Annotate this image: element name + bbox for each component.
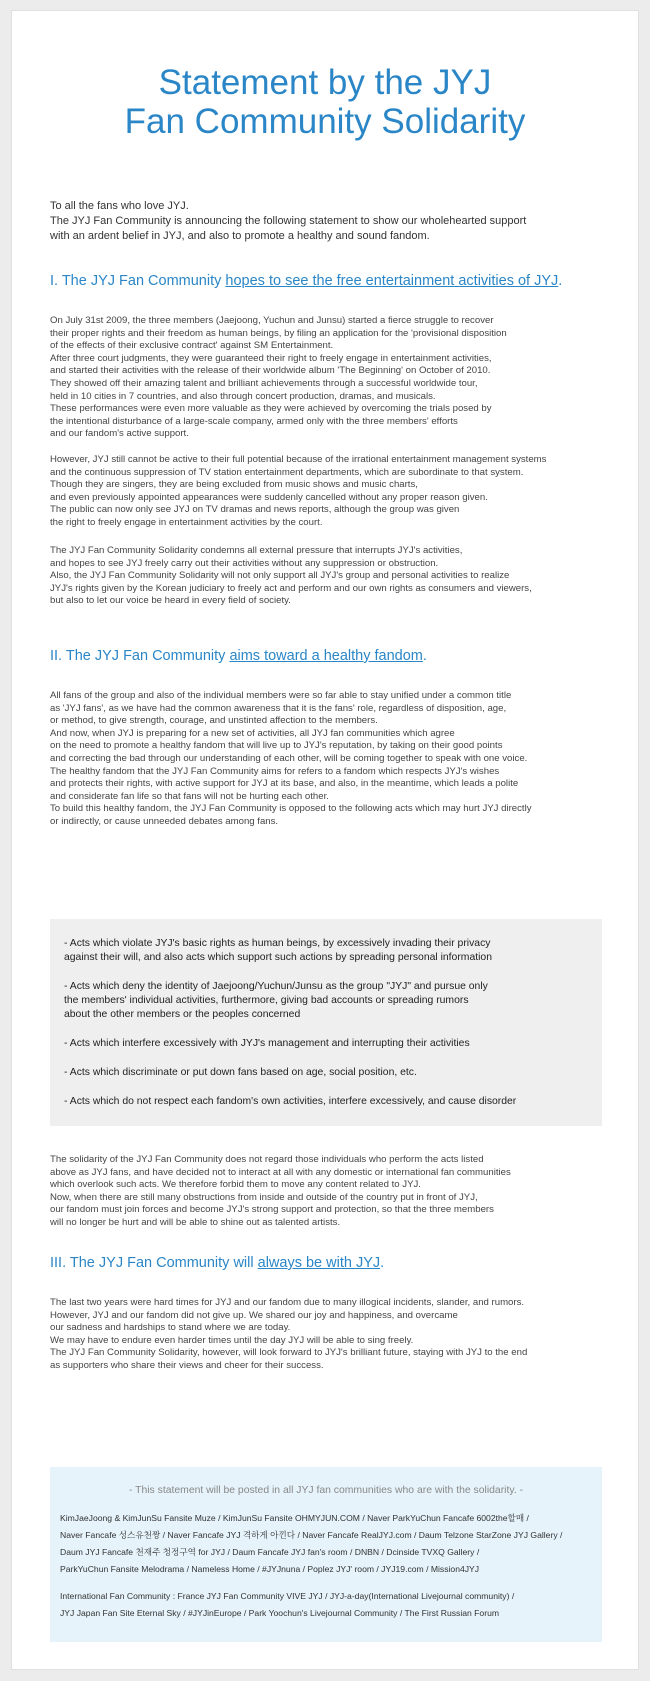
paragraph-line: and correcting the bad through our understanding of each other, will be coming together to speak with one voice. <box>50 752 528 764</box>
community-line: JYJ Japan Fan Site Eternal Sky / #JYJinEurope / Park Yoochun's Livejournal Community / The First Russian Forum <box>60 1608 500 1618</box>
paragraph-line: All fans of the group and also of the individual members were so far able to stay unified under a common title <box>50 690 512 701</box>
paragraph-line: JYJ's rights given by the Korean judiciary to freely act and perform and our own rights as consumers and viewers, <box>50 582 532 594</box>
section-3-paragraph-1 <box>50 1297 620 1373</box>
community-line: Daum JYJ Fancafe 천재주 청정구역 for JYJ / Daum Fancafe JYJ fan's room / DNBN / Dcinside TVXQ Gallery / <box>60 1547 480 1557</box>
paragraph-line: which overlook such acts. We therefore forbid them to move any content related to JYJ. <box>50 1179 421 1191</box>
paragraph-line: The healthy fandom that the JYJ Fan Community aims for refers to a fandom which respects JYJ's wishes <box>50 765 500 777</box>
paragraph-line: and hopes to see JYJ freely carry out their activities without any suppression or obstruction. <box>50 557 439 569</box>
opposed-act-item <box>64 980 588 1022</box>
opposed-acts-box <box>50 919 602 1126</box>
intro-line: The JYJ Fan Community is announcing the following statement to show our wholehearted support <box>50 215 527 227</box>
community-line: ParkYuChun Fansite Melodrama / Nameless Home / #JYJnuna / Poplez JYJ' room / JYJ19.com / Mission4JYJ <box>60 1564 480 1574</box>
paragraph-line: The solidarity of the JYJ Fan Community does not regard those individuals who perform the acts listed <box>50 1154 484 1165</box>
heading-underlined-text: hopes to see the free entertainment activities of JYJ <box>225 273 559 289</box>
intro-line: with an ardent belief in JYJ, and also to promote a healthy and sound fandom. <box>50 230 430 242</box>
opposed-act-item <box>64 937 588 965</box>
statement-page <box>11 10 639 1670</box>
paragraph-line: Though they are singers, they are being excluded from music shows and music charts, <box>50 479 418 491</box>
title-line-1: Statement by the JYJ <box>158 63 492 102</box>
opposed-act-line: - Acts which deny the identity of Jaejoong/Yuchun/Junsu as the group "JYJ" and pursue only <box>64 981 488 992</box>
heading-underlined-text: always be with JYJ <box>257 1255 381 1271</box>
paragraph-line: and the continuous suppression of TV station entertainment departments, which are subordinate to that system. <box>50 466 524 478</box>
paragraph-line: their proper rights and their freedom as human beings, by filing an application for the 'provisional disposition <box>50 327 507 339</box>
page-title <box>12 63 638 141</box>
paragraph-line: on the need to promote a healthy fandom that will live up to JYJ's reputation, by taking on their good points <box>50 740 503 752</box>
opposed-act-line: - Acts which discriminate or put down fans based on age, social position, etc. <box>64 1067 417 1078</box>
paragraph-line: and even previously appointed appearances were suddenly cancelled without any proper reason given. <box>50 491 488 503</box>
heading-text: III. The JYJ Fan Community will <box>50 1255 258 1271</box>
heading-text: II. The JYJ Fan Community <box>50 648 230 664</box>
section-1-paragraph-1 <box>50 315 620 441</box>
paragraph-line: However, JYJ still cannot be active to their full potential because of the irrational entertainment management systems <box>50 454 547 465</box>
paragraph-line: and our fandom's active support. <box>50 428 189 440</box>
paragraph-line: The public can now only see JYJ on TV dramas and news reports, although the group was given <box>50 504 460 516</box>
paragraph-line: However, JYJ and our fandom did not give up. We shared our joy and happiness, and overcame <box>50 1309 458 1321</box>
paragraph-line: held in 10 cities in 7 countries, and also through concert production, dramas, and musicals. <box>50 390 436 402</box>
paragraph-line: Also, the JYJ Fan Community Solidarity will not only support all JYJ's group and personal activities to realize <box>50 570 510 582</box>
paragraph-line: of the effects of their exclusive contract' against SM Entertainment. <box>50 340 334 352</box>
paragraph-line: but also to let our voice be heard in every field of society. <box>50 595 291 607</box>
paragraph-line: To build this healthy fandom, the JYJ Fan Community is opposed to the following acts which may hurt JYJ directly <box>50 803 532 815</box>
heading-period: . <box>380 1255 385 1271</box>
paragraph-line: The last two years were hard times for JYJ and our fandom due to many illogical incidents, slander, and rumors. <box>50 1297 525 1308</box>
section-1-paragraph-2 <box>50 454 620 530</box>
opposed-act-item <box>64 1066 588 1080</box>
paragraph-line: the intentional disturbance of a large-scale company, armed only with the three members' efforts <box>50 415 458 427</box>
fan-community-list <box>50 1467 602 1642</box>
paragraph-line: as supporters who share their views and cheer for their success. <box>50 1359 324 1371</box>
opposed-act-line: the members' individual activities, furthermore, giving bad accounts or spreading rumors <box>64 995 469 1006</box>
intro-text <box>50 199 610 244</box>
community-line: KimJaeJoong & KimJunSu Fansite Muze / KimJunSu Fansite OHMYJUN.COM / Naver ParkYuChun Fancafe 6002the할매 / <box>60 1513 529 1523</box>
intro-line: To all the fans who love JYJ. <box>50 200 189 212</box>
paragraph-line: our sadness and hardships to stand where we are today. <box>50 1322 291 1334</box>
paragraph-line: They showed off their amazing talent and brilliant achievements through a successful worldwide tour, <box>50 377 478 389</box>
international-communities <box>60 1588 592 1622</box>
heading-period: . <box>558 273 563 289</box>
community-line: International Fan Community : France JYJ Fan Community VIVE JYJ / JYJ-a-day(International Livejournal community) / <box>60 1591 515 1601</box>
paragraph-line: or method, to give strength, courage, and unstinted affection to the members. <box>50 715 378 727</box>
opposed-act-item <box>64 1095 588 1109</box>
paragraph-line: Now, when there are still many obstructions from inside and outside of the country put in front of JYJ, <box>50 1191 478 1203</box>
paragraph-line: And now, when JYJ is preparing for a new set of activities, all JYJ fan communities which agree <box>50 727 455 739</box>
paragraph-line: will no longer be hurt and will be able to shine out as talented artists. <box>50 1216 341 1228</box>
heading-period: . <box>422 648 427 664</box>
opposed-act-item <box>64 1037 588 1051</box>
paragraph-line: After three court judgments, they were guaranteed their right to freely engage in entertainment activities, <box>50 352 492 364</box>
domestic-communities <box>60 1510 592 1578</box>
section-2-heading <box>50 648 427 664</box>
paragraph-line: These performances were even more valuable as they were achieved by overcoming the trials posed by <box>50 403 492 415</box>
opposed-act-line: against their will, and also acts which support such actions by spreading personal information <box>64 952 492 963</box>
paragraph-line: as 'JYJ fans', as we have had the common awareness that it is the fans' role, regardless of disposition, age, <box>50 702 507 714</box>
paragraph-line: our fandom must join forces and become JYJ's strong support and protection, so that the three members <box>50 1204 494 1216</box>
paragraph-line: On July 31st 2009, the three members (Jaejoong, Yuchun and Junsu) started a fierce struggle to recover <box>50 315 494 326</box>
section-3-heading <box>50 1255 384 1271</box>
posting-notice: - This statement will be posted in all JYJ fan communities who are with the solidarity. - <box>128 1485 524 1496</box>
heading-text: I. The JYJ Fan Community <box>50 273 226 289</box>
paragraph-line: and considerate fan life so that fans will not be hurting each other. <box>50 790 329 802</box>
paragraph-line: or indirectly, or cause unneeded debates among fans. <box>50 815 279 827</box>
section-2-paragraph-2 <box>50 1154 620 1230</box>
opposed-act-line: about the other members or the peoples concerned <box>64 1009 301 1020</box>
section-1-paragraph-3 <box>50 545 620 608</box>
opposed-act-line: - Acts which violate JYJ's basic rights as human beings, by excessively invading their privacy <box>64 938 491 949</box>
paragraph-line: The JYJ Fan Community Solidarity, however, will look forward to JYJ's brilliant future, staying with JYJ to the end <box>50 1347 528 1359</box>
paragraph-line: We may have to endure even harder times until the day JYJ will be able to sing freely. <box>50 1334 414 1346</box>
paragraph-line: above as JYJ fans, and have decided not to interact at all with any domestic or international fan communities <box>50 1166 511 1178</box>
title-line-2: Fan Community Solidarity <box>124 102 526 141</box>
community-line: Naver Fancafe 성스유천짱 / Naver Fancafe JYJ 격하게 아낀다 / Naver Fancafe RealJYJ.com / Daum Telzone StarZone JYJ Gallery / <box>60 1530 563 1540</box>
paragraph-line: and started their activities with the release of their worldwide album 'The Beginning' on October of 2010. <box>50 365 491 377</box>
paragraph-line: The JYJ Fan Community Solidarity condemns all external pressure that interrupts JYJ's activities, <box>50 545 463 556</box>
paragraph-line: the right to freely engage in entertainment activities by the court. <box>50 516 323 528</box>
section-1-heading <box>50 273 562 289</box>
opposed-act-line: - Acts which interfere excessively with JYJ's management and interrupting their activities <box>64 1038 470 1049</box>
heading-underlined-text: aims toward a healthy fandom <box>229 648 423 664</box>
section-2-paragraph-1 <box>50 690 620 829</box>
opposed-act-line: - Acts which do not respect each fandom's own activities, interfere excessively, and cause disorder <box>64 1096 517 1107</box>
paragraph-line: and protects their rights, with active support for JYJ at its base, and also, in the meantime, which leads a polite <box>50 778 519 790</box>
